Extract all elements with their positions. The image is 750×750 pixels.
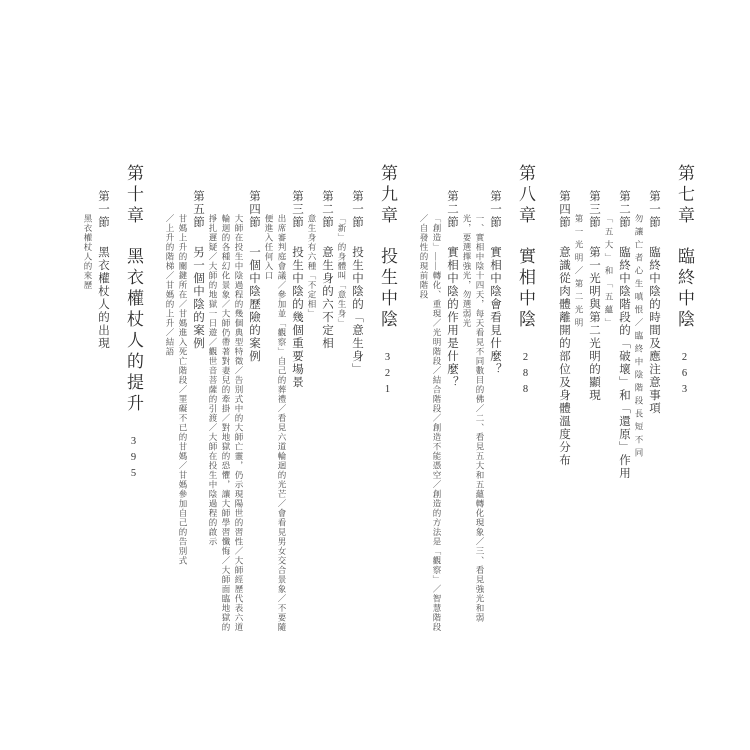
section-line bbox=[585, 164, 602, 692]
chapter-group-10 bbox=[81, 164, 147, 692]
section-label: 第一節 bbox=[648, 190, 660, 229]
section-title: 意生身的六不定相 bbox=[321, 246, 333, 351]
chapter-label: 第十章 bbox=[124, 164, 143, 227]
chapter-title: 臨終中陰 bbox=[675, 247, 694, 332]
section-title: 臨終中陰的時間及應注意事項 bbox=[648, 246, 660, 416]
section-title: 黑衣權杖人的出現 bbox=[97, 246, 109, 351]
section-line bbox=[443, 164, 460, 692]
section-subtopics: 大師在投生中陰過程的幾個典型特徵／告別式中的大師亡靈，仍示現陽世的習性／大師經歷代表六道 bbox=[234, 214, 244, 632]
section-label: 第三節 bbox=[588, 190, 600, 229]
chapter-heading bbox=[512, 164, 539, 692]
section-label: 第四節 bbox=[558, 190, 570, 229]
chapter-group-8 bbox=[417, 164, 539, 692]
section-label: 第一節 bbox=[489, 190, 501, 229]
section-title: 臨終中陰階段的「破壞」和「還原」作用 bbox=[618, 246, 630, 481]
section-line bbox=[615, 164, 632, 692]
section-label: 第二節 bbox=[618, 190, 630, 229]
chapter-heading bbox=[374, 164, 401, 692]
section-title: 投生中陰的幾個重要場景 bbox=[291, 246, 303, 390]
section-subtopics: ／自發性的現前階段 bbox=[419, 214, 429, 300]
section-label: 第四節 bbox=[248, 190, 260, 229]
chapter-title: 投生中陰 bbox=[378, 247, 397, 332]
section-subtopics: 光，要選擇強光，勿選弱光 bbox=[462, 214, 472, 328]
section-label: 第一節 bbox=[351, 190, 363, 229]
section-subtopics: ／上升的階梯／甘媽的上升／結語 bbox=[165, 214, 175, 357]
chapter-label: 第八章 bbox=[516, 164, 535, 227]
section-subtopics: 意生身有六種「不定相」 bbox=[307, 214, 317, 319]
section-subtopics: 「五大」和「五蘊」 bbox=[604, 214, 614, 331]
section-label: 第三節 bbox=[291, 190, 303, 229]
section-subtopics: 「新」的身體叫「意生身」 bbox=[337, 214, 347, 328]
section-subtopics: 甘媽上升的關鍵所在／甘媽進入死亡階段／罣礙不已的甘媽／甘媽參加自己的告別式 bbox=[178, 214, 188, 566]
section-label: 第五節 bbox=[192, 190, 204, 229]
section-line bbox=[288, 164, 305, 692]
section-title: 投生中陰的「意生身」 bbox=[351, 246, 363, 377]
section-title: 另一個中陰的案例 bbox=[192, 246, 204, 351]
section-subtopics: 便進入任何入口 bbox=[264, 214, 274, 281]
chapter-page-number: 263 bbox=[679, 351, 690, 400]
section-line bbox=[245, 164, 262, 692]
section-line bbox=[645, 164, 662, 692]
section-line bbox=[318, 164, 335, 692]
section-subtopics: 一、實相中陰十四天，每天看見不同數目的佛／二、看見五大和五蘊轉化現象／三、看見強光和弱 bbox=[475, 214, 485, 623]
section-subtopics: 「創造」——轉化、重現／光明階段／結合階段／創造不能憑空／創造的方法是「觀察」／智慧階段 bbox=[432, 214, 442, 632]
chapter-heading bbox=[671, 164, 698, 692]
section-subtopics: 輪迴的各種幻化景象／大師仍帶著對妻兒的牽掛／對地獄的恐懼，讓大師學習懺悔／大師面臨地獄的 bbox=[221, 214, 231, 632]
section-subtopics: 出席審判庭會議／參加並「觀察」自己的葬禮／看見六道輪迴的光芒／會看見男女交合景象／不要隨 bbox=[277, 214, 287, 632]
section-title: 實相中陰的作用是什麼？ bbox=[446, 246, 458, 390]
section-label: 第二節 bbox=[446, 190, 458, 229]
chapter-group-7 bbox=[555, 164, 698, 692]
section-title: 第一光明與第二光明的顯現 bbox=[588, 246, 600, 403]
chapter-page-number: 395 bbox=[128, 435, 139, 484]
chapter-page-number: 321 bbox=[382, 351, 393, 400]
section-title: 意識從肉體離開的部位及身體溫度分布 bbox=[558, 246, 570, 468]
chapter-label: 第七章 bbox=[675, 164, 694, 227]
chapter-title: 黑衣權杖人的提升 bbox=[124, 247, 143, 416]
section-label: 第一節 bbox=[97, 190, 109, 229]
chapter-page-number: 288 bbox=[520, 351, 531, 400]
section-title: 一個中陰歷險的案例 bbox=[248, 246, 260, 364]
chapter-group-9 bbox=[163, 164, 401, 692]
chapter-label: 第九章 bbox=[378, 164, 397, 227]
chapter-heading bbox=[120, 164, 147, 692]
section-line bbox=[555, 164, 572, 692]
section-subtopics: 掙扎遲疑／大師的地獄一日遊／觀世音菩薩的引渡／大師在投生中陰過程的啟示 bbox=[208, 214, 218, 547]
section-subtopics: 第一光明／第二光明 bbox=[574, 214, 584, 331]
section-title: 實相中陰會看見什麼？ bbox=[489, 246, 501, 377]
section-label: 第二節 bbox=[321, 190, 333, 229]
section-line bbox=[348, 164, 365, 692]
section-line bbox=[189, 164, 206, 692]
section-line bbox=[94, 164, 111, 692]
section-subtopics: 黑衣權杖人的來歷 bbox=[83, 214, 93, 290]
chapter-title: 實相中陰 bbox=[516, 247, 535, 332]
section-line bbox=[486, 164, 503, 692]
section-subtopics: 勿讓亡者心生嗔恨／臨終中陰階段長短不同 bbox=[634, 214, 644, 461]
